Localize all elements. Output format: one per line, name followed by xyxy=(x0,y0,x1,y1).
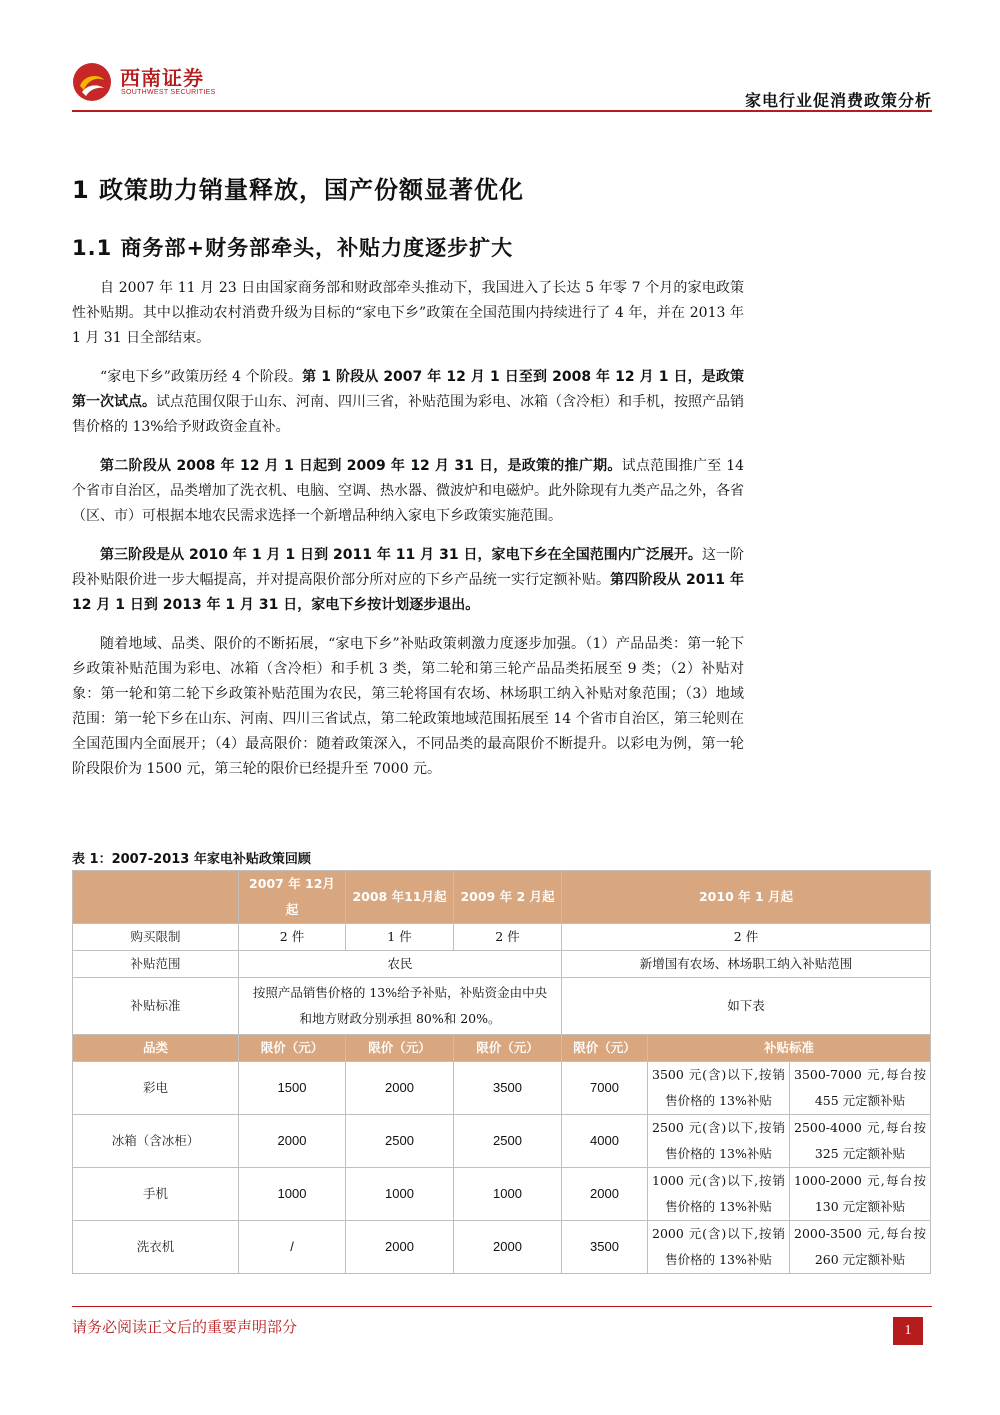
category-cell: 洗衣机 xyxy=(73,1221,239,1274)
limit-cell: 2000 xyxy=(239,1115,346,1168)
limit-cell: 1000 xyxy=(454,1168,562,1221)
period-header: 2010 年 1 月起 xyxy=(562,871,931,924)
category-cell: 手机 xyxy=(73,1168,239,1221)
paragraph-5: 随着地域、品类、限价的不断拓展，“家电下乡”补贴政策刺激力度逐步加强。（1）产品品类：第一轮下乡政策补贴范围为彩电、冰箱（含冷柜）和手机 3 类，第二轮和第三轮产品品类拓展至 9 类；（2）补贴对象：第一轮和第二轮下乡政策补贴范围为农民，第三轮将国有农场、林场职工纳入补贴对象范围；（3）地域范围：第一轮下乡在山东、河南、四川三省试点，第二轮政策地域范围拓展至 14 个省市自治区，第三轮则在全国范围内全面展开；（4）最高限价：随着政策深入，不同品类的最高限价不断提升。以彩电为例，第一轮阶段限价为 1500 元，第三轮的限价已经提升至 7000 元。 xyxy=(72,636,744,777)
column-header: 限价（元） xyxy=(454,1035,562,1062)
limit-cell: 1500 xyxy=(239,1062,346,1115)
period-header: 2007 年 12月起 xyxy=(239,871,346,924)
paragraph-4-middle: 这一阶段补贴限价进一步大幅提高，并对提高限价部分所对应的下乡产品统一实行定额补贴。 xyxy=(72,547,744,588)
table-row xyxy=(73,871,931,924)
table-row xyxy=(73,978,931,1035)
standard-cell: 1000 元(含)以下,按销售价格的 13%补贴 xyxy=(648,1168,790,1221)
standard-cell: 2500 元(含)以下,按销售价格的 13%补贴 xyxy=(648,1115,790,1168)
table-row xyxy=(73,951,931,978)
limit-cell: 2500 xyxy=(454,1115,562,1168)
table-cell: 1 件 xyxy=(346,924,454,951)
standard-cell: 2000 元(含)以下,按销售价格的 13%补贴 xyxy=(648,1221,790,1274)
paragraph-2 xyxy=(72,365,744,440)
paragraph-1: 自 2007 年 11 月 23 日由国家商务部和财政部牵头推动下，我国进入了长达 5 年零 7 个月的家电政策性补贴期。其中以推动农村消费升级为目标的“家电下乡”政策在全国范围内持续进行了 4 年，并在 2013 年 1 月 31 日全部结束。 xyxy=(72,280,744,346)
row-label: 补贴标准 xyxy=(73,978,239,1035)
column-header: 限价（元） xyxy=(346,1035,454,1062)
limit-cell: 1000 xyxy=(346,1168,454,1221)
table-cell: 2 件 xyxy=(239,924,346,951)
limit-cell: 3500 xyxy=(562,1221,648,1274)
table-row xyxy=(73,1062,931,1115)
logo-mark-icon xyxy=(72,62,112,102)
table-row xyxy=(73,924,931,951)
limit-cell: 3500 xyxy=(454,1062,562,1115)
limit-cell: 2000 xyxy=(454,1221,562,1274)
logo-chinese-name: 西南证券 xyxy=(120,66,204,90)
paragraph-2-highlight: 第 1 阶段从 2007 年 12 月 1 日至到 2008 年 12 月 1 日，是政策第一次试点。 xyxy=(72,369,745,410)
column-header: 限价（元） xyxy=(562,1035,648,1062)
paragraph-4-highlight-2: 第四阶段从 2011 年 12 月 1 日到 2013 年 1 月 31 日，家电下乡按计划逐步退出。 xyxy=(72,572,745,613)
section-heading: 1 政策助力销量释放，国产份额显著优化 xyxy=(72,176,525,204)
paragraph-3-rest: 试点范围推广至 14 个省市自治区，品类增加了洗衣机、电脑、空调、热水器、微波炉和电磁炉。此外除现有九类产品之外，各省（区、市）可根据本地农民需求选择一个新增品种纳入家电下乡政策实施范围。 xyxy=(72,458,745,524)
paragraph-4-highlight: 第三阶段是从 2010 年 1 月 1 日到 2011 年 11 月 31 日，家电下乡在全国范围内广泛展开。 xyxy=(100,547,702,563)
column-header: 品类 xyxy=(73,1035,239,1062)
table-row xyxy=(73,1221,931,1274)
footer-divider xyxy=(72,1306,932,1307)
row-label: 补贴范围 xyxy=(73,951,239,978)
limit-cell: 2000 xyxy=(346,1062,454,1115)
company-logo xyxy=(72,58,216,102)
page-header xyxy=(72,58,932,116)
page-number: 1 xyxy=(893,1317,923,1345)
table-cell: 2 件 xyxy=(562,924,931,951)
limit-cell: 2500 xyxy=(346,1115,454,1168)
standard-cell: 1000-2000 元,每台按 130 元定额补贴 xyxy=(790,1168,931,1221)
table-row xyxy=(73,1115,931,1168)
standard-cell: 2500-4000 元,每台按 325 元定额补贴 xyxy=(790,1115,931,1168)
report-title: 家电行业促消费政策分析 xyxy=(744,91,932,110)
limit-cell: / xyxy=(239,1221,346,1274)
standard-cell: 2000-3500 元,每台按 260 元定额补贴 xyxy=(790,1221,931,1274)
limit-cell: 1000 xyxy=(239,1168,346,1221)
limit-cell: 4000 xyxy=(562,1115,648,1168)
limit-cell: 2000 xyxy=(346,1221,454,1274)
subsection-heading: 1.1 商务部+财务部牵头，补贴力度逐步扩大 xyxy=(72,236,514,260)
subsidy-policy-table xyxy=(72,870,931,1274)
paragraph-4 xyxy=(72,543,744,618)
body-text xyxy=(72,276,744,796)
table-row xyxy=(73,1168,931,1221)
column-header: 限价（元） xyxy=(239,1035,346,1062)
table-caption: 表 1：2007-2013 年家电补贴政策回顾 xyxy=(72,852,311,867)
logo-english-name: SOUTHWEST SECURITIES xyxy=(121,89,216,96)
table-cell: 2 件 xyxy=(454,924,562,951)
paragraph-2-lead: “家电下乡”政策历经 4 个阶段。 xyxy=(100,369,303,385)
limit-cell: 7000 xyxy=(562,1062,648,1115)
table-cell: 农民 xyxy=(239,951,562,978)
paragraph-2-rest: 试点范围仅限于山东、河南、四川三省，补贴范围为彩电、冰箱（含冷柜）和手机，按照产品销售价格的 13%给予财政资金直补。 xyxy=(72,394,744,435)
table-cell: 如下表 xyxy=(562,978,931,1035)
table-cell: 按照产品销售价格的 13%给予补贴，补贴资金由中央和地方财政分别承担 80%和 20%。 xyxy=(239,978,562,1035)
table-cell: 新增国有农场、林场职工纳入补贴范围 xyxy=(562,951,931,978)
table-corner-cell xyxy=(73,871,239,924)
period-header: 2008 年11月起 xyxy=(346,871,454,924)
period-header: 2009 年 2 月起 xyxy=(454,871,562,924)
category-cell: 冰箱（含冰柜） xyxy=(73,1115,239,1168)
column-header: 补贴标准 xyxy=(648,1035,931,1062)
paragraph-3 xyxy=(72,454,744,529)
footer-disclaimer: 请务必阅读正文后的重要声明部分 xyxy=(72,1318,298,1336)
limit-cell: 2000 xyxy=(562,1168,648,1221)
standard-cell: 3500 元(含)以下,按销售价格的 13%补贴 xyxy=(648,1062,790,1115)
standard-cell: 3500-7000 元,每台按 455 元定额补贴 xyxy=(790,1062,931,1115)
category-cell: 彩电 xyxy=(73,1062,239,1115)
row-label: 购买限制 xyxy=(73,924,239,951)
paragraph-3-highlight: 第二阶段从 2008 年 12 月 1 日起到 2009 年 12 月 31 日，是政策的推广期。 xyxy=(100,458,622,474)
header-divider xyxy=(72,110,932,112)
table-row xyxy=(73,1035,931,1062)
